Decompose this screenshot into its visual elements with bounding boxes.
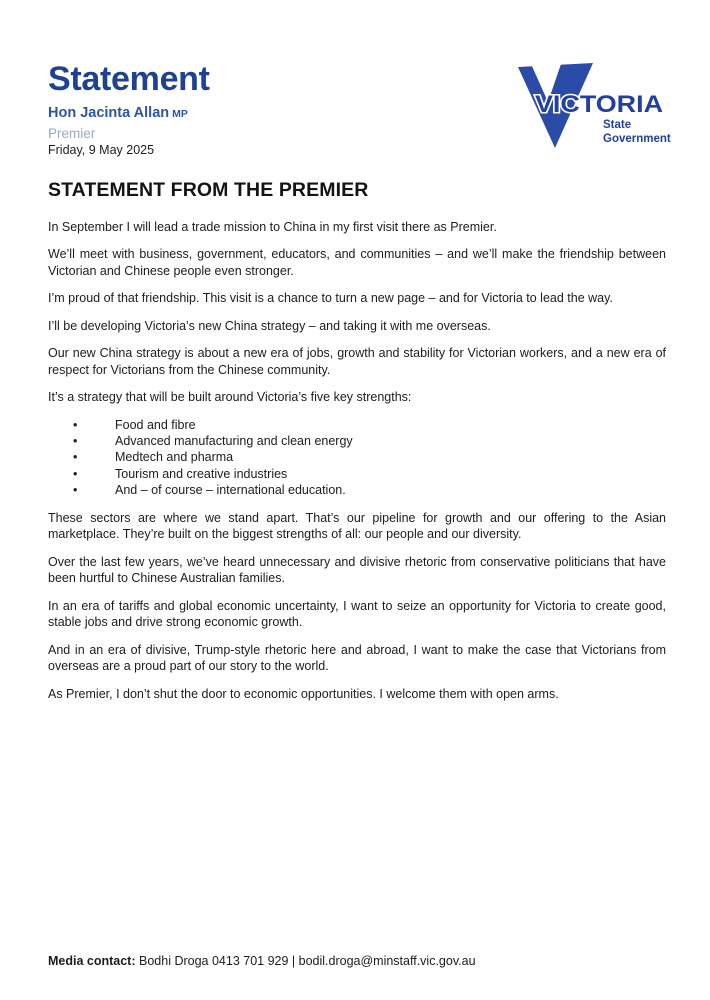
paragraph: I’ll be developing Victoria’s new China strategy – and taking it with me overseas.	[48, 318, 491, 333]
author-name-suffix: MP	[172, 108, 188, 120]
victoria-logo-graphic	[511, 57, 671, 152]
paragraph: In September I will lead a trade mission to China in my first visit there as Premier.	[48, 219, 497, 234]
paragraph: And in an era of divisive, Trump-style rhetoric here and abroad, I want to make the case that Victorians from overseas are a proud part of our story to the world.	[48, 642, 666, 674]
paragraph: We’ll meet with business, government, educators, and communities – and we’ll make the friendship between Victorian and Chinese people even stronger.	[48, 247, 666, 278]
author-name-text: Hon Jacinta Allan	[48, 105, 170, 121]
list-item: • Food and fibre	[48, 417, 666, 433]
media-contact-details: Bodhi Droga 0413 701 929 | bodil.droga@minstaff.vic.gov.au	[139, 954, 476, 968]
author-role: Premier	[48, 126, 96, 141]
list-item: • Advanced manufacturing and clean energy	[48, 433, 666, 449]
list-item: • Medtech and pharma	[48, 449, 666, 465]
paragraph: It’s a strategy that will be built around Victoria’s five key strengths:	[48, 390, 412, 404]
media-contact	[48, 953, 666, 969]
paragraph: These sectors are where we stand apart. That’s our pipeline for growth and our offering to the Asian marketplace. They’re built on the biggest strengths of all: our people and our diversity.	[48, 510, 666, 542]
paragraph: As Premier, I don’t shut the door to economic opportunities. I welcome them with open arms.	[48, 686, 559, 701]
logo-subtext-government: Government	[603, 133, 671, 145]
paragraph: I’m proud of that friendship. This visit is a chance to turn a new page – and for Victoria to lead the way.	[48, 291, 613, 305]
paragraph: Over the last few years, we’ve heard unnecessary and divisive rhetoric from conservative politicians that have been hurtful to Chinese Australian families.	[48, 554, 666, 586]
logo-subtext-state: State	[603, 119, 632, 131]
page-title: STATEMENT FROM THE PREMIER	[48, 178, 369, 201]
paragraph: Our new China strategy is about a new era of jobs, growth and stability for Victorian workers, and a new era of respect for Victorians from the Chinese community.	[48, 346, 666, 377]
document-body	[0, 142, 710, 702]
masthead-title: Statement	[48, 60, 210, 98]
key-strengths-list	[48, 417, 666, 499]
list-item: • Tourism and creative industries	[48, 466, 666, 482]
victoria-state-government-logo	[511, 57, 671, 152]
date-line: Friday, 9 May 2025	[48, 143, 155, 157]
media-contact-label: Media contact:	[48, 954, 136, 968]
paragraph: In an era of tariffs and global economic uncertainty, I want to seize an opportunity for Victoria to create good, stable jobs and drive strong economic growth.	[48, 598, 666, 630]
list-item: • And – of course – international education.	[48, 482, 666, 498]
logo-wordmark: VICTORIA	[535, 91, 663, 118]
